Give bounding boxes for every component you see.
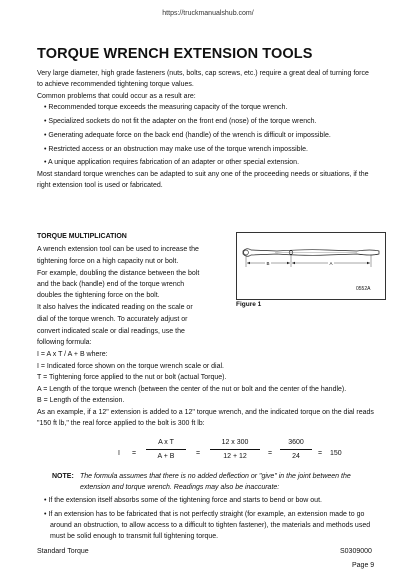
formula-equals: = [196,450,201,457]
formula-numerator-1: A x T [158,439,174,446]
caution-item: • If an extension has to be fabricated that is not perfectly straight (for example, an extension made to go [44,511,365,518]
body-line: A wrench extension tool can be used to increase the [37,246,199,253]
intro-line: Very large diameter, high grade fasteners (nuts, bolts, cap screws, etc.) require a great deal of turning force [37,70,369,77]
caution-text: must be solid enough to transmit full tightening torque. [50,533,219,540]
formula-result: 150 [330,450,342,457]
page-title: TORQUE WRENCH EXTENSION TOOLS [37,46,313,62]
formula-denominator-1: A + B [157,453,175,460]
formula-equals: = [132,450,137,457]
problem-item: • Restricted access or an obstruction may make use of the torque wrench impossible. [44,146,308,153]
footer-code: S0309000 [340,548,372,555]
body-line: It also halves the indicated reading on the scale or [37,304,193,311]
body-line: dial of the torque wrench. To accurately adjust or [37,316,188,323]
problem-item: • Specialized sockets do not fit the adapter on the front end (nose) of the torque wrench. [44,118,317,125]
definition-line: B = Length of the extension. [37,397,125,404]
dimension-a-label: A [329,260,333,266]
definition-line: T = Tightening force applied to the nut or bolt (actual Torque). [37,374,227,381]
problem-text: Generating adequate force on the back end (handle) of the wrench is difficult or impossible. [48,132,331,139]
footer-title: Standard Torque [37,548,89,555]
problem-text: A unique application requires fabrication of an adapter or other special extension. [48,159,300,166]
intro-line: to achieve recommended tightening torque values. [37,81,194,88]
page-number: Page 9 [352,562,375,569]
problem-item: • Recommended torque exceeds the measuring capacity of the torque wrench. [44,104,288,111]
problem-text: Specialized sockets do not fit the adapter on the front end (nose) of the torque wrench. [48,118,317,125]
body-line: convert indicated scale or dial readings, use the [37,328,185,335]
definition-line: I = Indicated force shown on the torque wrench scale or dial. [37,363,224,370]
body-line: and the back (handle) end of the torque wrench [37,281,185,288]
fraction-bar [146,449,186,450]
problem-text: Restricted access or an obstruction may make use of the torque wrench impossible. [48,146,308,153]
note-label: NOTE: [52,473,74,480]
formula-denominator-3: 24 [292,453,300,460]
caution-item: • If the extension itself absorbs some of the tightening force and starts to bend or bow out. [44,497,322,504]
dimension-b-label: B [266,260,270,266]
closing-line: right extension tool is used or fabricated. [37,182,163,189]
formula-lhs: I [118,450,120,457]
formula-numerator-2: 12 x 300 [221,439,249,446]
body-line: For example, doubling the distance between the bolt [37,270,200,277]
problem-item: • A unique application requires fabrication of an adapter or other special extension. [44,159,300,166]
intro-line: Common problems that could occur as a result are: [37,93,196,100]
formula-equals: = [268,450,273,457]
formula-denominator-2: 12 + 12 [223,453,247,460]
caution-text: If an extension has to be fabricated that is not perfectly straight (for example, an extension made to go [48,511,365,518]
closing-line: Most standard torque wrenches can be adapted to suit any one of the proceeding needs or situations, if the [37,171,369,178]
formula-equals: = [318,450,323,457]
definition-line: A = Length of the torque wrench (between the center of the nut or bolt and the center of the handle). [37,386,347,393]
formula-numerator-3: 3600 [288,439,304,446]
fraction-bar [210,449,260,450]
fraction-bar [280,449,312,450]
note-text: The formula assumes that there is no added deflection or "give" in the joint between the [80,473,351,480]
caution-text: If the extension itself absorbs some of the tightening force and starts to bend or bow out. [48,497,322,504]
header-url: https://truckmanualshub.com/ [162,10,254,17]
body-line: following formula: [37,339,92,346]
problem-item: • Generating adequate force on the back end (handle) of the wrench is difficult or impossible. [44,132,331,139]
torque-formula [0,436,416,466]
figure-caption: Figure 1 [236,301,262,308]
section-heading: TORQUE MULTIPLICATION [37,233,127,240]
problem-text: Recommended torque exceeds the measuring capacity of the torque wrench. [48,104,288,111]
body-line: doubles the tightening force on the bolt. [37,292,160,299]
definition-line: I = A x T / A + B where: [37,351,108,358]
note-text: extension and torque wrench. Readings may also be inaccurate: [80,484,280,491]
figure-id: 0552A [356,286,371,292]
body-line: tightening force on a high capacity nut or bolt. [37,258,179,265]
caution-text: around an obstruction, to allow access to a difficult to tighten fastener), the materials and methods used [50,522,371,529]
note-block [52,471,384,482]
example-line: As an example, if a 12" extension is added to a 12" torque wrench, and the indicated torque on the dial reads [37,409,374,416]
example-line: "150 ft lb," the real force applied to the bolt is 300 ft lb: [37,420,205,427]
